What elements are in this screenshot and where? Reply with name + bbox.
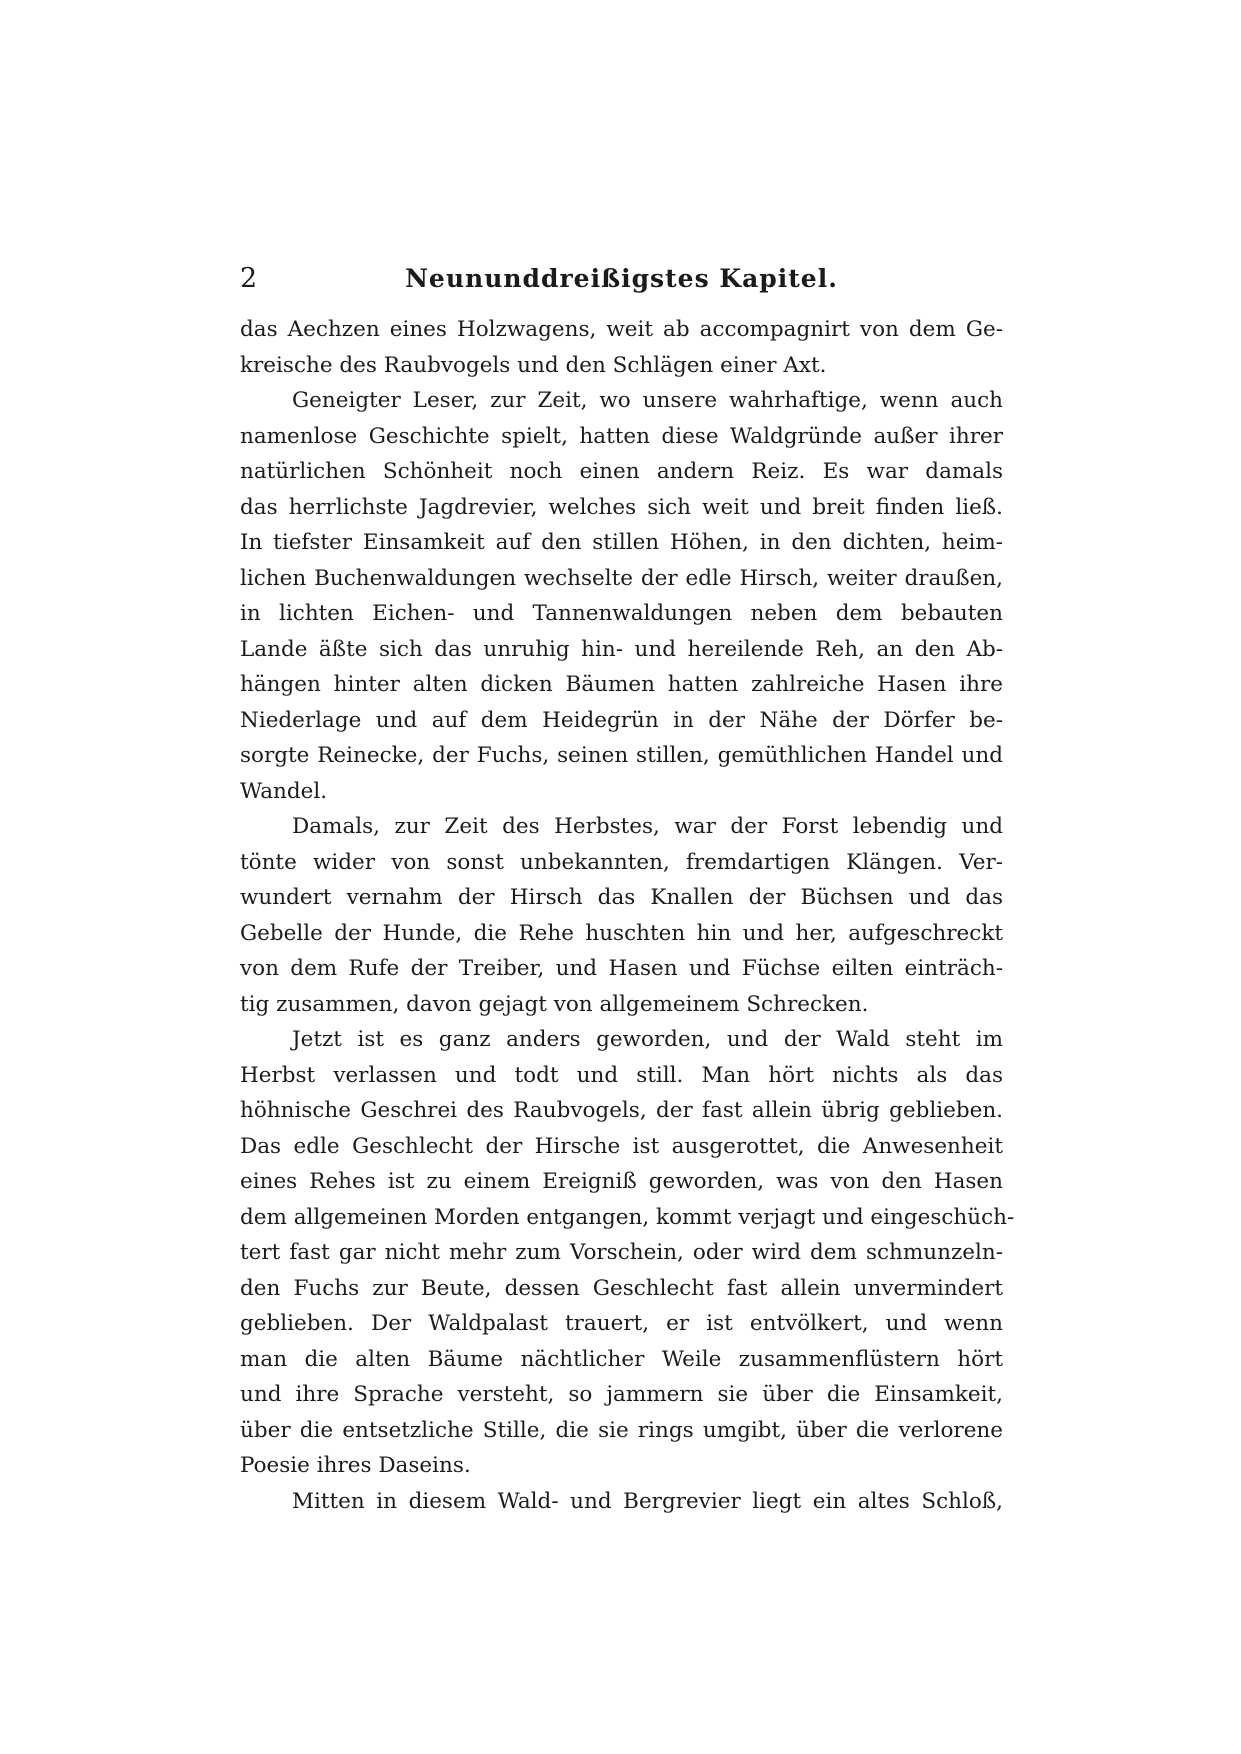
body-text [240, 312, 1015, 1519]
text-line: tig zusammen, davon gejagt von allgemeinem Schrecken. [240, 991, 869, 1017]
text-line: über die entsetzliche Stille, die sie rings umgibt, über die verlorene [240, 1417, 1003, 1443]
text-line: natürlichen Schönheit noch einen andern Reiz. Es war damals [240, 459, 1003, 484]
text-line: Das edle Geschlecht der Hirsche ist ausgerottet, die Anwesenheit [240, 1133, 1003, 1159]
text-line: höhnische Geschrei des Raubvogels, der fast allein übrig geblieben. [240, 1098, 1003, 1123]
page-header [240, 262, 1003, 302]
text-line: tert fast gar nicht mehr zum Vorschein, oder wird dem schmunzeln- [240, 1240, 1003, 1265]
text-line: Poesie ihres Daseins. [240, 1453, 471, 1478]
text-line: man die alten Bäume nächtlicher Weile zusammenflüstern hört [240, 1346, 1003, 1372]
text-line: den Fuchs zur Beute, dessen Geschlecht fast allein unvermindert [240, 1275, 1003, 1301]
text-line: von dem Rufe der Treiber, und Hasen und Füchse eilten einträch- [240, 956, 1003, 981]
text-line: lichen Buchenwaldungen wechselte der edle Hirsch, weiter draußen, [240, 565, 1003, 591]
text-line: kreische des Raubvogels und den Schlägen einer Axt. [240, 352, 827, 378]
text-line: Geneigter Leser, zur Zeit, wo unsere wahrhaftige, wenn auch [292, 388, 1003, 413]
text-line: Herbst verlassen und todt und still. Man hört nichts als das [240, 1062, 1003, 1088]
text-line: sorgte Reinecke, der Fuchs, seinen stillen, gemüthlichen Handel und [240, 743, 1003, 768]
text-line: Damals, zur Zeit des Herbstes, war der Forst lebendig und [292, 814, 1003, 839]
text-line: namenlose Geschichte spielt, hatten diese Waldgründe außer ihrer [240, 423, 1003, 449]
text-line: Jetzt ist es ganz anders geworden, und der Wald steht im [292, 1027, 1003, 1052]
text-line: und ihre Sprache versteht, so jammern sie über die Einsamkeit, [240, 1382, 1003, 1407]
text-line: geblieben. Der Waldpalast trauert, er ist entvölkert, und wenn [240, 1311, 1003, 1336]
text-line: Lande äßte sich das unruhig hin- und hereilende Reh, an den Ab- [240, 636, 1003, 662]
running-title: Neununddreißigstes Kapitel. [405, 264, 838, 293]
text-line: Gebelle der Hunde, die Rehe huschten hin und her, aufgeschreckt [240, 920, 1003, 946]
text-line: wundert vernahm der Hirsch das Knallen der Büchsen und das [240, 885, 1003, 910]
text-line: tönte wider von sonst unbekannten, fremdartigen Klängen. Ver- [240, 849, 1003, 875]
text-line: Niederlage und auf dem Heidegrün in der Nähe der Dörfer be- [240, 707, 1003, 733]
text-line: dem allgemeinen Morden entgangen, kommt verjagt und eingeschüch- [240, 1204, 1015, 1230]
text-line: in lichten Eichen- und Tannenwaldungen neben dem bebauten [240, 601, 1003, 626]
text-line: Mitten in diesem Wald- und Bergrevier liegt ein altes Schloß, [292, 1488, 1003, 1514]
text-line: hängen hinter alten dicken Bäumen hatten zahlreiche Hasen ihre [240, 672, 1003, 697]
text-line: In tiefster Einsamkeit auf den stillen Höhen, in den dichten, heim- [240, 530, 1003, 555]
page-number: 2 [240, 263, 258, 294]
text-line: das herrlichste Jagdrevier, welches sich weit und breit finden ließ. [240, 494, 1003, 520]
text-line: das Aechzen eines Holzwagens, weit ab accompagnirt von dem Ge- [240, 317, 1003, 342]
text-line: eines Rehes ist zu einem Ereigniß geworden, was von den Hasen [240, 1169, 1003, 1194]
text-line: Wandel. [240, 778, 328, 804]
